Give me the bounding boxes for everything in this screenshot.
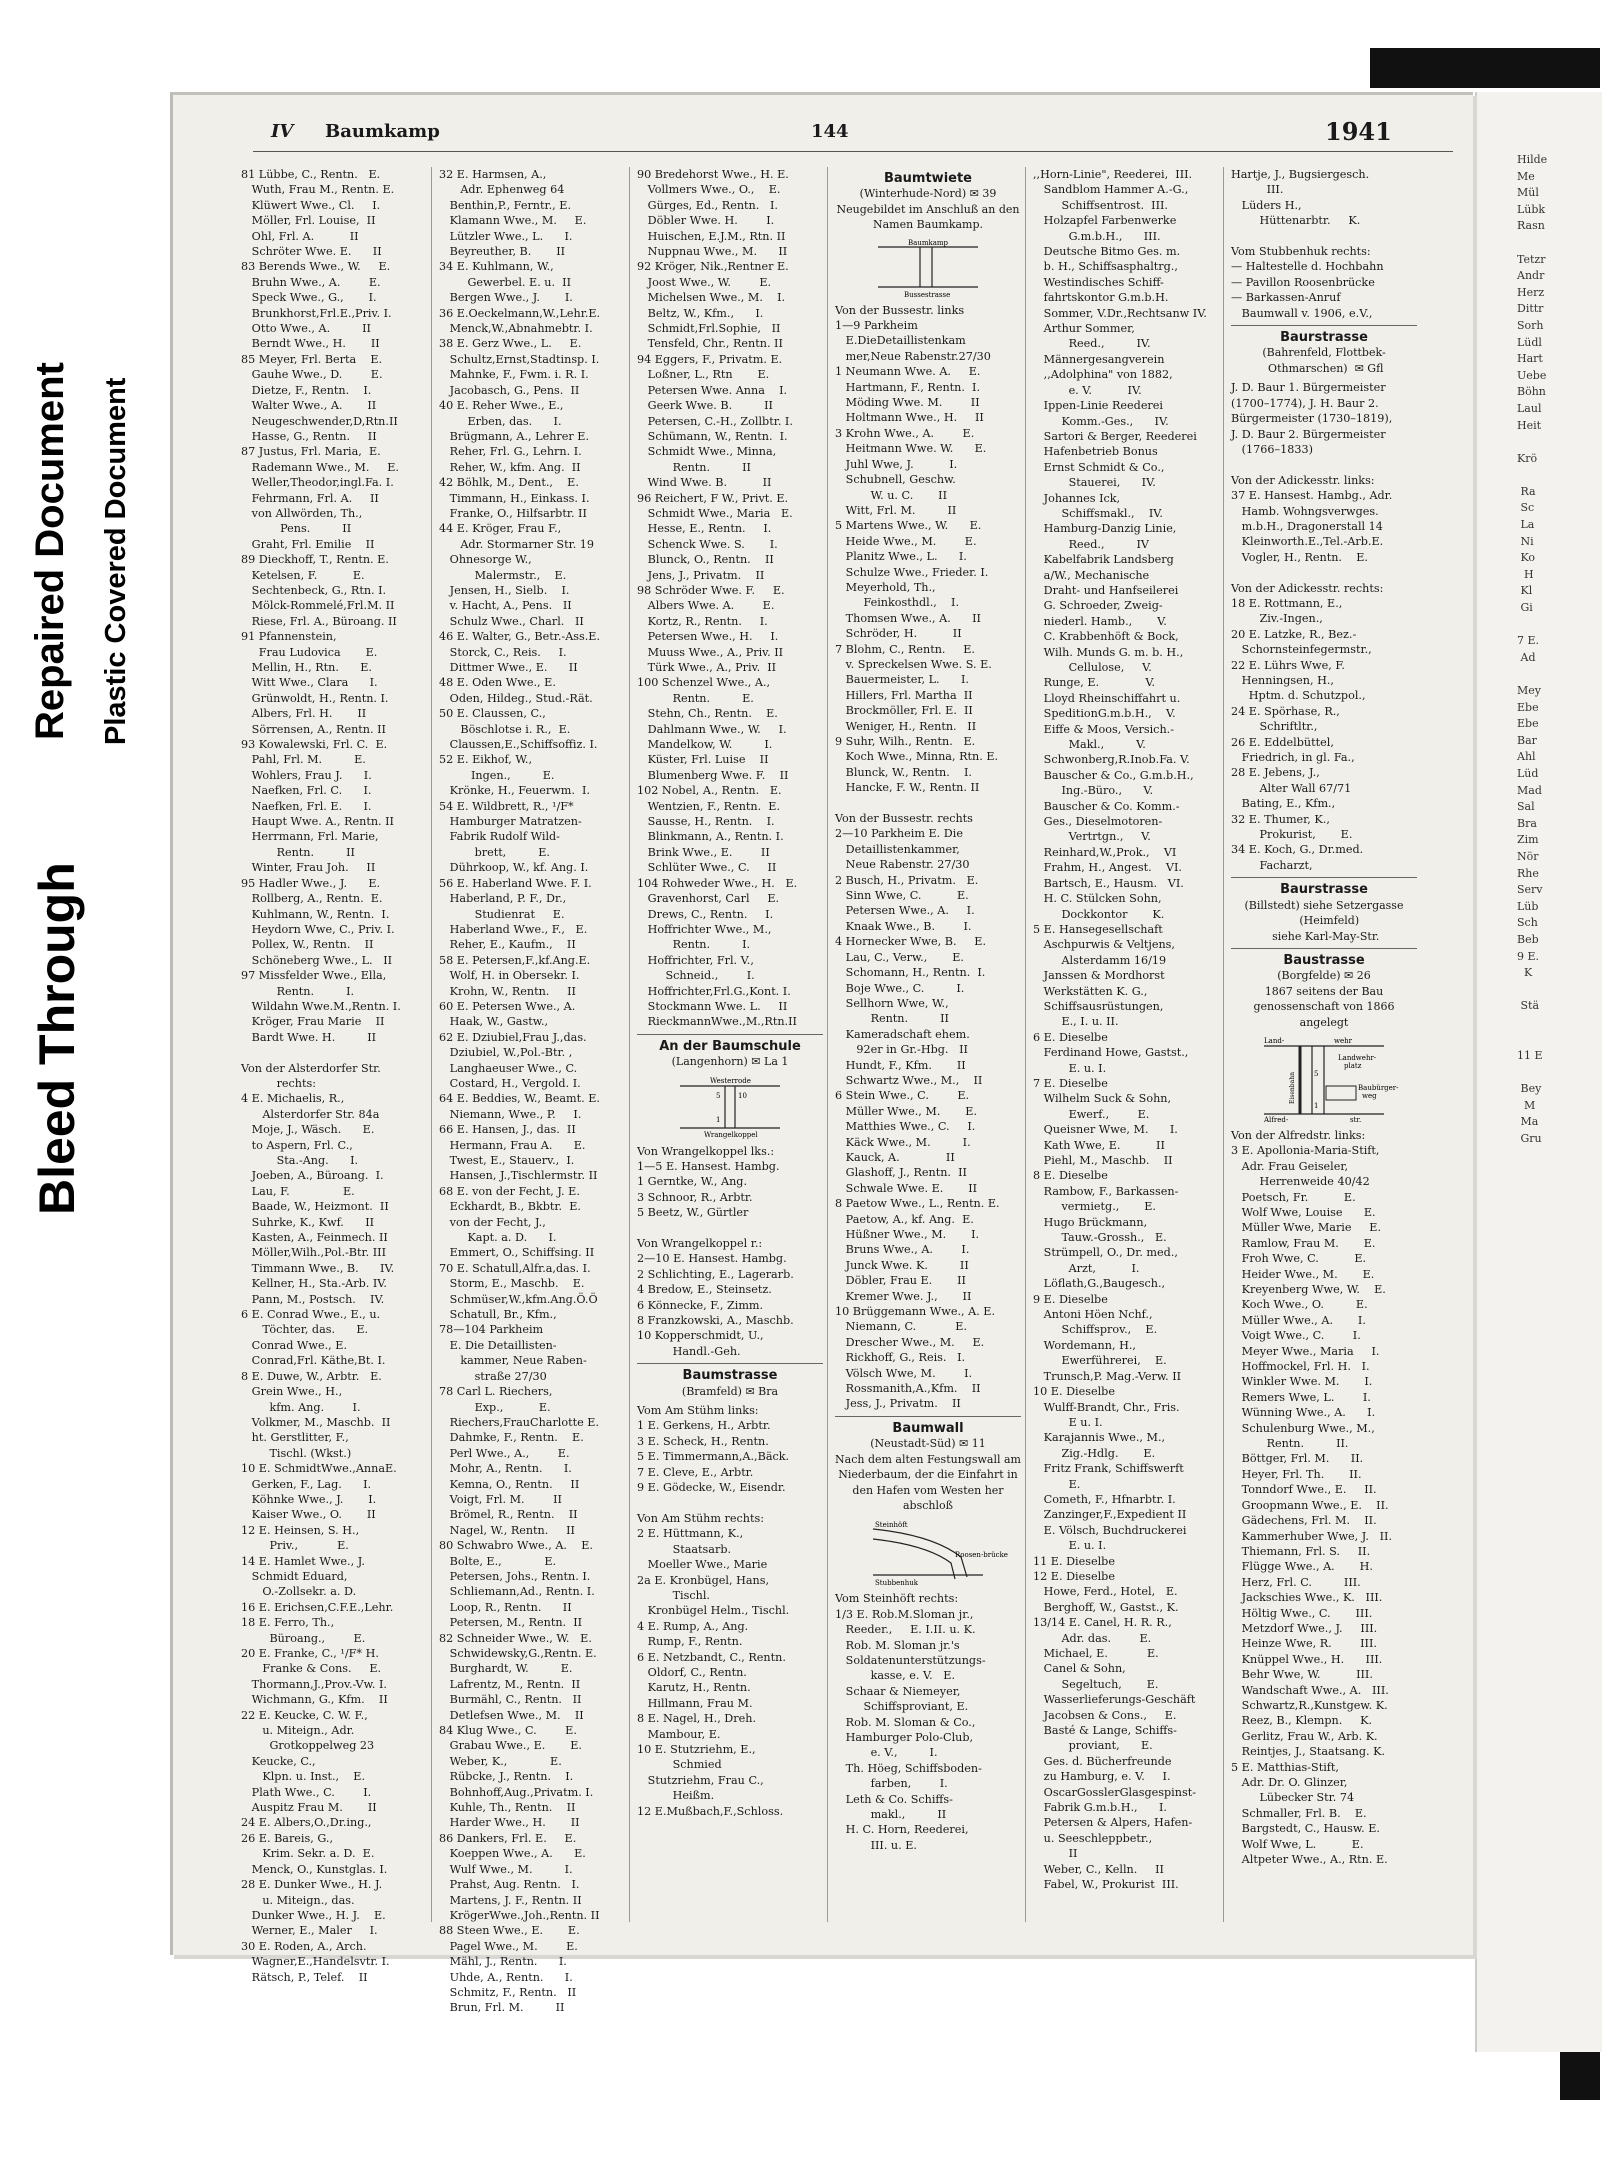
column-1-text: 81 Lübbe, C., Rentn. E. Wuth, Frau M., Rentn. E. Klüwert Wwe., Cl. I. Möller, Frl. Louise, II Ohl, Frl. A. II Schröter Wwe. E. II 83 Berends Wwe., W. E. Bruhn Wwe., A. E. Speck Wwe., G., I. Brunkhorst,Frl.E.,Priv. I. Otto Wwe., A. II Berndt Wwe., H. II 85 Meyer, Frl. Berta E. Gauhe Wwe., D. E. Dietze, F., Rentn. I. Walter Wwe., A. II Neugeschwender,D,Rtn.II Hasse, G., Rentn. II 87 Justus, Frl. Maria, E. Rademann Wwe., M. E. Weller,Theodor,ingl.Fa. I. Fehrmann, Frl. A. II von Allwörden, Th., Pens. II Graht, Frl. Emilie II 89 Dieckhoff, T., Rentn. E. Ketelsen, F. E. Sechtenbeck, G., Rtn. I. Mölck-Rommelé,Frl.M. II Riese, Frl. A., Büroang. II 91 Pfannenstein, Frau Ludovica E. Mellin, H., Rtn. E. Witt Wwe., Clara I. Grünwoldt, H., Rentn. I. Albers, Frl. H. II Sörrensen, A., Rentn. II 93 Kowalewski, Frl. C. E. Pahl, Frl. M. E. Wohlers, Frau J. I. Naefken, Frl. C. I. Naefken, Frl. E. I. Haupt Wwe. A., Rentn. II Herrmann, Frl. Marie, Rentn. II Winter, Frau Joh. II 95 Hadler Wwe., J. E. Rollberg, A., Rentn. E. Kuhlmann, W., Rentn. I. Heydorn Wwe, C., Priv. I. Pollex, W., Rentn. II Schöneberg Wwe., L. II 97 Missfelder Wwe., Ella, Rentn. I. Wildahn Wwe.M.,Rentn. I. Kröger, Frau Marie II Bardt Wwe. H. II Von der Alsterdorfer Str. rechts: 4 E. Michaelis, R., Alsterdorfer Str. 84a Moje, J., Wäsch. E. to Aspern, Frl. C., Sta.-Ang. I. Joeben, A., Büroang. I. Lau, F. E. Baade, W., Heizmont. II Suhrke, K., Kwf. II Kasten, A., Feinmech. II Möller,Wilh.,Pol.-Btr. III Timmann Wwe., B. IV. Kellner, H., Sta.-Arb. IV. Pann, M., Postsch. IV. 6 E. Conrad Wwe., E., u. Töchter, das. E. Conrad Wwe., E. Conrad,Frl. Käthe,Bt. I. 8 E. Duwe, W., Arbtr. E. Grein Wwe., H., kfm. Ang. I. Volkmer, M., Maschb. II ht. Gerstlitter, F., Tischl. (Wkst.) 10 E. SchmidtWwe.,AnnaE. Gerken, F., Lag. I. Köhnke Wwe., J. I. Kaiser Wwe., O. II 12 E. Heinsen, S. H., Priv., E. 14 E. Hamlet Wwe., J. Schmidt Eduard, O.-Zollsekr. a. D. 16 E. Erichsen,C.F.E.,Lehr. 18 E. Ferro, Th., Büroang., E. 20 E. Franke, C., ¹/F* H. Franke & Cons. E. Thormann,J.,Prov.-Vw. I. Wichmann, G., Kfm. II 22 E. Keucke, C. W. F., u. Miteign., Adr. Grotkoppelweg 23 Keucke, C., Klpn. u. Inst., E. Plath Wwe., C. I. Auspitz Frau M. II 24 E. Albers,O.,Dr.ing., 26 E. Bareis, G., Krim. Sekr. a. D. E. Menck, O., Kunstglas. I. 28 E. Dunker Wwe., H. J. u. Miteign., das. Dunker Wwe., H. J. E. Werner, E., Maler I. 30 E. Roden, A., Arch. Wagner,E.,Handelsvtr. I. Rätsch, P., Telef. II (241, 168, 401, 1984)
divider (1231, 877, 1417, 878)
divider (637, 1034, 823, 1035)
street-heading-baurstrasse-billstedt (1231, 882, 1417, 944)
column-2 (439, 167, 630, 2015)
baumwall-entries: Vom Steinhöft rechts: 1/3 E. Rob.M.Sloman jr., Reeder., E. I.II. u. K. Rob. M. Sloman jr.'s Soldatenunterstützungs- kasse, e. V. E. Schaar & Niemeyer, Schiffsproviant, E. Rob. M. Sloman & Co., Hamburger Polo-Club, e. V., I. Th. Höeg, Schiffsboden- farben, I. Leth & Co. Schiffs- makl., II H. C. Horn, Reederei, III. u. E. (835, 1592, 986, 1852)
street-title: Baumwall (892, 1420, 964, 1436)
map-label-5: 5 (716, 1091, 721, 1100)
street-heading-baumtwiete (835, 171, 1021, 299)
map-label-str: str. (1350, 1115, 1362, 1124)
volume-number: IV (271, 121, 294, 142)
street-heading-an-der-baumschule (637, 1039, 823, 1140)
map-label-wehr: wehr (1334, 1036, 1352, 1045)
column-6 (1231, 167, 1421, 1922)
header-street: Baumkamp (325, 121, 440, 142)
column-2-text: 32 E. Harmsen, A., Adr. Ephenweg 64 Benthin,P., Ferntr., E. Klamann Wwe., M. E. Lützler Wwe., L. I. Beyreuther, B. II 34 E. Kuhlmann, W., Gewerbel. E. u. II Bergen Wwe., J. I. 36 E.Oeckelmann,W.,Lehr.E. Menck,W.,Abnahmebtr. I. 38 E. Gerz Wwe., L. E. Schultz,Ernst,Stadtinsp. I. Mahnke, F., Fwm. i. R. I. Jacobasch, G., Pens. II 40 E. Reher Wwe., E., Erben, das. I. Brügmann, A., Lehrer E. Reher, Frl. G., Lehrn. I. Reher, W., kfm. Ang. II 42 Böhlk, M., Dent., E. Timmann, H., Einkass. I. Franke, O., Hilfsarbtr. II 44 E. Kröger, Frau F., Adr. Stormarner Str. 19 Ohnesorge W., Malermstr., E. Jensen, H., Sielb. I. v. Hacht, A., Pens. II Schulz Wwe., Charl. II 46 E. Walter, G., Betr.-Ass.E. Storck, C., Reis. I. Dittmer Wwe., E. II 48 E. Oden Wwe., E. Oden, Hildeg., Stud.-Rät. 50 E. Claussen, C., Böschlotse i. R., E. Claussen,E.,Schiffsoffiz. I. 52 E. Eikhof, W., Ingen., E. Krönke, H., Feuerwm. I. 54 E. Wildbrett, R., ¹/F* Hamburger Matratzen- Fabrik Rudolf Wild- brett, E. Dührkoop, W., kf. Ang. I. 56 E. Haberland Wwe. F. I. Haberland, P. F., Dr., Studienrat E. Haberland Wwe., F., E. Reher, E., Kaufm., II 58 E. Petersen,F.,kf.Ang.E. Wolf, H. in Obersekr. I. Krohn, W., Rentn. II 60 E. Petersen Wwe., A. Haak, W., Gastw., 62 E. Dziubiel,Frau J.,das. Dziubiel, W.,Pol.-Btr. , Langhaeuser Wwe., C. Costard, H., Vergold. I. 64 E. Beddies, W., Beamt. E. Niemann, Wwe., P. I. 66 E. Hansen, J., das. II Hermann, Frau A. E. Twest, E., Stauerv., I. Hansen, J.,Tischlermstr. II 68 E. von der Fecht, J. E. Eckhardt, B., Bkbtr. E. von der Fecht, J., Kapt. a. D. I. Emmert, O., Schiffsing. II 70 E. Schatull,Alfr.a,das. I. Storm, E., Maschb. E. Schmüser,W.,kfm.Ang.Ö.Ö Schatull, Br., Kfm., 78—104 Parkheim E. Die Detaillisten- kammer, Neue Raben- straße 27/30 78 Carl L. Riechers, Exp., E. Riechers,FrauCharlotte E. Dahmke, F., Rentn. E. Perl Wwe., A., E. Mohr, A., Rentn. I. Kemna, O., Rentn. II Voigt, Frl. M. II Brömel, R., Rentn. II Nagel, W., Rentn. II 80 Schwabro Wwe., A. E. Bolte, E., E. Petersen, Johs., Rentn. I. Schliemann,Ad., Rentn. I. Loop, R., Rentn. II Petersen, M., Rentn. II 82 Schneider Wwe., W. E. Schwidewsky,G.,Rentn. E. Burghardt, W. E. Lafrentz, M., Rentn. II Burmähl, C., Rentn. II Detlefsen Wwe., M. II 84 Klug Wwe., C. E. Grabau Wwe., E. E. Weber, K., E. Rübcke, J., Rentn. I. Bohnhoff,Aug.,Privatm. I. Kuhle, Th., Rentn. II Harder Wwe., H. II 86 Dankers, Frl. E. E. Koeppen Wwe., A. E. Wulf Wwe., M. I. Prahst, Aug. Rentn. I. Martens, J. F., Rentn. II KrögerWwe.,Joh.,Rentn. II 88 Steen Wwe., E. E. Pagel Wwe., M. E. Mähl, J., Rentn. I. Uhde, A., Rentn. I. Schmitz, F., Rentn. II Brun, Frl. M. II (439, 168, 601, 2015)
year: 1941 (1325, 117, 1392, 146)
side-labels (0, 0, 170, 2177)
column-5 (1033, 167, 1224, 1922)
baumtwiete-map (868, 237, 988, 299)
plastic-covered-label: Plastic Covered Document (100, 377, 132, 745)
map-label-5: 5 (1314, 1069, 1319, 1078)
street-info: (Billstedt) siehe Setzergasse (Heimfeld) siehe Karl-May-Str. (1244, 898, 1404, 943)
next-page-text: Hilde Me Mül Lübk Rasn Tetzr Andr Herz Dittr Sorh Lüdl Hart Uebe Böhn Laul Heit Krö Ra Sc La Ni Ko H Kl Gi 7 E. Ad Mey Ebe Ebe Bar Ahl Lüd Mad Sal Bra Zim Nör Rhe Serv Lüb Sch Beb 9 E. K Stä 11 E Bey M Ma Gru (1517, 153, 1548, 1146)
street-title: Baurstrasse (1280, 330, 1368, 346)
street-heading-baurstrasse (1231, 330, 1417, 376)
map-label-alfred: Alfred- (1264, 1115, 1289, 1124)
street-info: (Bramfeld) ✉ Bra (681, 1384, 779, 1398)
bleed-through-label: Bleed Through (29, 862, 85, 1215)
an-der-baumschule-entries: Von Wrangelkoppel lks.: 1—5 E. Hansest. Hambg. 1 Gerntke, W., Ang. 3 Schnoor, R., Arbtr. 5 Beetz, W., Gürtler Von Wrangelkoppel r.: 2—10 E. Hansest. Hambg. 2 Schlichting, E., Lagerarb. 4 Bredow, E., Steinsetz. 6 Könnecke, F., Zimm. 8 Franzkowski, A., Maschb. 10 Kopperschmidt, U., Handl.-Geh. (637, 1144, 794, 1358)
street-info: (Langenhorn) ✉ La 1 (671, 1055, 789, 1069)
divider (1231, 948, 1417, 949)
column-3 (637, 167, 828, 1922)
baurstrasse-entries: J. D. Baur 1. Bürgermeister (1700–1774), J. H. Baur 2. Bürgermeister (1730–1819), J. D. Baur 2. Bürgermeister (1766–1833) Von der Adickesstr. links: 37 E. Hansest. Hambg., Adr. Hamb. Wohngsverwges. m.b.H., Dragonerstall 14 Kleinworth.E.,Tel.-Arb.E. Vogler, H., Rentn. E. Von der Adickesstr. rechts: 18 E. Rottmann, E., Ziv.-Ingen., 20 E. Latzke, R., Bez.- Schornsteinfegermstr., 22 E. Lührs Wwe, F. Henningsen, H., Hptm. d. Schutzpol., 24 E. Spörhase, R., Schriftltr., 26 E. Eddelbüttel, Friedrich, in gl. Fa., 28 E. Jebens, J., Alter Wall 67/71 Bating, E., Kfm., 32 E. Thumer, K., Prokurist, E. 34 E. Koch, G., Dr.med. Facharzt, (1231, 381, 1393, 872)
divider (1231, 325, 1417, 326)
repaired-document-label: Repaired Document (28, 362, 72, 740)
column-6-top-text: Hartje, J., Bugsiergesch. III. Lüders H., Hüttenarbtr. K. Vom Stubbenhuk rechts: — Haltestelle d. Hochbahn — Pavillon Roosenbrücke — Barkassen-Anruf Baumwall v. 1906, e.V., (1231, 168, 1384, 320)
header-rule (253, 151, 1453, 152)
map-label-platz: platz (1344, 1061, 1362, 1070)
black-tab-top (1370, 48, 1600, 88)
baumtwiete-entries: Von der Bussestr. links 1—9 Parkheim E.DieDetaillistenkam mer,Neue Rabenstr.27/30 1 Neumann Wwe. A. E. Hartmann, F., Rentn. I. Möding Wwe. M. II Holtmann Wwe., H. II 3 Krohn Wwe., A. E. Heitmann Wwe. W. E. Juhl Wwe, J. I. Schubnell, Geschw. W. u. C. II Witt, Frl. M. II 5 Martens Wwe., W. E. Heide Wwe., M. E. Planitz Wwe., L. I. Schulze Wwe., Frieder. I. Meyerhold, Th., Feinkosthdl., I. Thomsen Wwe., A. II Schröder, H. II 7 Blohm, C., Rentn. E. v. Spreckelsen Wwe. S. E. Bauermeister, L. I. Hillers, Frl. Martha II Brockmöller, Frl. E. II Weniger, H., Rentn. II 9 Suhr, Wilh., Rentn. E. Koch Wwe., Minna, Rtn. E. Blunck, W., Rentn. I. Hancke, F. W., Rentn. II Von der Bussestr. rechts 2—10 Parkheim E. Die Detaillistenkammer, Neue Rabenstr. 27/30 2 Busch, H., Privatm. E. Sinn Wwe, C. E. Petersen Wwe., A. I. Knaak Wwe., B. I. 4 Hornecker Wwe, B. E. Lau, C., Verw., E. Schomann, H., Rentn. I. Boje Wwe., C. I. Sellhorn Wwe, W., Rentn. II Kameradschaft ehem. 92er in Gr.-Hbg. II Hundt, F., Kfm. II Schwartz Wwe., M., II 6 Stein Wwe., C. E. Müller Wwe., M. E. Matthies Wwe., C. I. Käck Wwe., M. I. Kauck, A. II Glashoff, J., Rentn. II Schwale Wwe. E. II 8 Paetow Wwe., L., Rentn. E. Paetow, A., kf. Ang. E. Hüßner Wwe., M. I. Bruns Wwe., A. I. Junck Wwe. K. II Döbler, Frau E. II Kremer Wwe. J., II 10 Brüggemann Wwe., A. E. Niemann, C. E. Drescher Wwe., M. E. Rickhoff, G., Reis. I. Völsch Wwe, M. I. Rossmanith,A.,Kfm. II Jess, J., Privatm. II (835, 303, 1000, 1411)
street-title: Baurstrasse (1280, 882, 1368, 898)
map-label-bussestrasse: Bussestrasse (904, 290, 951, 299)
next-page-strip (1475, 92, 1602, 2052)
map-label-wrangelkoppel: Wrangelkoppel (704, 1130, 758, 1139)
baustrasse-map (1254, 1034, 1399, 1124)
baumwall-map (863, 1517, 1008, 1588)
page-header (173, 95, 1473, 146)
street-title: Baustrasse (1283, 952, 1365, 968)
street-info: (Winterhude-Nord) ✉ 39 (859, 187, 997, 201)
map-label-eisenbahn: Eisenbahn (1289, 1071, 1296, 1104)
street-title: Baumtwiete (883, 171, 972, 186)
map-label-1: 1 (1314, 1101, 1319, 1110)
directory-page (170, 92, 1473, 2015)
map-label-10: 10 (738, 1091, 747, 1100)
divider (637, 1363, 823, 1364)
street-info: (Neustadt-Süd) ✉ 11 (870, 1437, 986, 1451)
street-info: (Bahrenfeld, Flottbek- Othmarschen) ✉ Gfl (1262, 346, 1386, 375)
map-label-steinhoeft: Steinhöft (875, 1521, 908, 1530)
map-label-roosenbruecke: Roosen-brücke (955, 1551, 1008, 1560)
map-label-1: 1 (716, 1115, 721, 1124)
divider (835, 1416, 1021, 1417)
map-label-landwehr: Landwehr- (1338, 1053, 1377, 1062)
street-note: Neugebildet im Anschluß an den Namen Baumkamp. (836, 202, 1020, 232)
baustrasse-entries: Von der Alfredstr. links: 3 E. Apollonia-Maria-Stift, Adr. Frau Geiseler, Herrenweide 40/42 Poetsch, Fr. E. Wolf Wwe, Louise E. Müller Wwe, Marie E. Ramlow, Frau M. E. Froh Wwe, C. E. Heider Wwe., M. E. Kreyenberg Wwe, W. E. Koch Wwe., O. E. Müller Wwe., A. I. Voigt Wwe., C. I. Meyer Wwe., Maria I. Hoffmockel, Frl. H. I. Winkler Wwe. M. I. Remers Wwe, L. I. Wünning Wwe., A. I. Schulenburg Wwe., M., Rentn. II. Böttger, Frl. M. II. Heyer, Frl. Th. II. Tonndorf Wwe., E. II. Groopmann Wwe., E. II. Gädechens, Frl. M. II. Kammerhuber Wwe, J. II. Thiemann, Frl. S. II. Flügge Wwe., A. H. Herz, Frl. C. III. Jackschies Wwe., K. III. Höltig Wwe., C. III. Metzdorf Wwe., J. III. Heinze Wwe, R. III. Knüppel Wwe., H. III. Behr Wwe, W. III. Wandschaft Wwe., A. III. Schwartz,R.,Kunstgew. K. Reez, B., Klempn. K. Gerlitz, Frau W., Arb. K. Reintjes, J., Staatsang. K. 5 E. Matthias-Stift, Adr. Dr. O. Glinzer, Lübecker Str. 74 Schmaller, Frl. B. E. Bargstedt, C., Hausw. E. Wolf Wwe, L. E. Altpeter Wwe., A., Rtn. E. (1231, 1128, 1393, 1867)
street-heading-baumstrasse (637, 1368, 823, 1399)
street-heading-baumwall (835, 1421, 1021, 1587)
column-3-text: 90 Bredehorst Wwe., H. E. Vollmers Wwe., O., E. Gürges, Ed., Rentn. I. Döbler Wwe. H. I. Huischen, E.J.M., Rtn. II Nuppnau Wwe., M. II 92 Kröger, Nik.,Rentner E. Joost Wwe., W. E. Michelsen Wwe., M. I. Beltz, W., Kfm., I. Schmidt,Frl.Sophie, II Tensfeld, Chr., Rentn. II 94 Eggers, F., Privatm. E. Loßner, L., Rtn E. Petersen Wwe. Anna I. Geerk Wwe. B. II Petersen, C.-H., Zollbtr. I. Schümann, W., Rentn. I. Schmidt Wwe., Minna, Rentn. II Wind Wwe. B. II 96 Reichert, F W., Privt. E. Schmidt Wwe., Maria E. Hesse, E., Rentn. I. Schenck Wwe. S. I. Blunck, O., Rentn. II Jens, J., Privatm. II 98 Schröder Wwe. F. E. Albers Wwe. A. E. Kortz, R., Rentn. I. Petersen Wwe., H. I. Muuss Wwe., A., Priv. II Türk Wwe., A., Priv. II 100 Schenzel Wwe., A., Rentn. E. Stehn, Ch., Rentn. E. Dahlmann Wwe., W. I. Mandelkow, W. I. Küster, Frl. Luise II Blumenberg Wwe. F. II 102 Nobel, A., Rentn. E. Wentzien, F., Rentn. E. Sausse, H., Rentn. I. Blinkmann, A., Rentn. I. Brink Wwe., E. II Schlüter Wwe., C. II 104 Rohweder Wwe., H. E. Gravenhorst, Carl E. Drews, C., Rentn. I. Hoffrichter Wwe., M., Rentn. I. Hoffrichter, Frl. V., Schneid., I. Hoffrichter,Frl.G.,Kont. I. Stockmann Wwe. L. II RieckmannWwe.,M.,Rtn.II (637, 168, 798, 1029)
map-label-baubuerger: Baubürger- (1358, 1083, 1399, 1092)
baumschule-map (670, 1074, 790, 1140)
map-label-stubbenhuk: Stubbenhuk (875, 1579, 918, 1588)
street-title: Baumstrasse (682, 1368, 778, 1384)
column-4 (835, 167, 1026, 1922)
page-number: 144 (811, 121, 849, 142)
column-1 (241, 167, 432, 1984)
street-title: An der Baumschule (659, 1038, 801, 1054)
map-label-baumkamp: Baumkamp (908, 238, 948, 247)
street-note: Nach dem alten Festungswall am Niederbaum, der die Einfahrt in den Hafen vom Westen her abschloß (835, 1452, 1021, 1512)
street-info: (Borgfelde) ✉ 26 (1277, 969, 1371, 983)
street-heading-baustrasse (1231, 953, 1417, 1124)
map-label-westerrode: Westerrode (710, 1076, 751, 1085)
map-label-weg: weg (1362, 1091, 1377, 1100)
street-note: 1867 seitens der Bau genossenschaft von 1866 angelegt (1253, 984, 1395, 1029)
column-5-text: ,,Horn-Linie", Reederei, III. Sandblom Hammer A.-G., Schiffsentrost. III. Holzapfel Farbenwerke G.m.b.H., III. Deutsche Bitmo Ges. m. b. H., Schiffsasphaltrg., Westindisches Schiff- fahrtskontor G.m.b.H. Sommer, V.Dr.,Rechtsanw IV. Arthur Sommer, Reed., IV. Männergesangverein ,,Adolphina" von 1882, e. V. IV. Ippen-Linie Reederei Komm.-Ges., IV. Sartori & Berger, Reederei Hafenbetrieb Bonus Ernst Schmidt & Co., Stauerei, IV. Johannes Ick, Schiffsmakl., IV. Hamburg-Danzig Linie, Reed., IV Kabelfabrik Landsberg a/W., Mechanische Draht- und Hanfseilerei G. Schroeder, Zweig- niederl. Hamb., V. C. Krabbenhöft & Bock, Wilh. Munds G. m. b. H., Cellulose, V. Runge, E. V. Lloyd Rheinschiffahrt u. SpeditionG.m.b.H., V. Eiffe & Moos, Versich.- Makl., V. Schwonberg,R.Inob.Fa. V. Bauscher & Co., G.m.b.H., Ing.-Büro., V. Bauscher & Co. Komm.- Ges., Dieselmotoren- Vertrtgn., V. Reinhard,W.,Prok., VI Frahm, H., Angest. VI. Bartsch, E., Hausm. VI. H. C. Stülcken Sohn, Dockkontor K. 5 E. Hansegesellschaft Aschpurwis & Veltjens, Alsterdamm 16/19 Janssen & Mordhorst Werkstätten K. G., Schiffsausrüstungen, E., I. u. II. 6 E. Dieselbe Ferdinand Howe, Gastst., E. u. I. 7 E. Dieselbe Wilhelm Suck & Sohn, Ewerf., E. Queisner Wwe, M. I. Kath Wwe, E. II Piehl, M., Maschb. II 8 E. Dieselbe Rambow, F., Barkassen- vermietg., E. Hugo Brückmann, Tauw.-Grossh., E. Strümpell, O., Dr. med., Arzt, I. Löflath,G.,Baugesch., 9 E. Dieselbe Antoni Höen Nchf., Schiffsprov., E. Wordemann, H., Ewerführerei, E. Trunsch,P. Mag.-Verw. II 10 E. Dieselbe Wulff-Brandt, Chr., Fris. E u. I. Karajannis Wwe., M., Zig.-Hdlg. E. Fritz Frank, Schiffswerft E. Cometh, F., Hfnarbtr. I. Zanzinger,F.,Expedient II E. Völsch, Buchdruckerei E. u. I. 11 E. Dieselbe 12 E. Dieselbe Howe, Ferd., Hotel, E. Berghoff, W., Gastst., K. 13/14 E. Canel, H. R. R., Adr. das. E. Michael, E. E. Canel & Sohn, Segeltuch, E. Wasserlieferungs-Geschäft Jacobsen & Cons., E. Basté & Lange, Schiffs- proviant, E. Ges. d. Bücherfreunde zu Hamburg, e. V. I. OscarGosslerGlasgespinst- Fabrik G.m.b.H., I. Petersen & Alpers, Hafen- u. Seeschleppbetr., II Weber, C., Kelln. II Fabel, W., Prokurist III. (1033, 168, 1207, 1892)
baumstrasse-entries: Vom Am Stühm links: 1 E. Gerkens, H., Arbtr. 3 E. Scheck, H., Rentn. 5 E. Timmermann,A.,Bäck. 7 E. Cleve, E., Arbtr. 9 E. Gödecke, W., Eisendr. Von Am Stühm rechts: 2 E. Hüttmann, K., Staatsarb. Moeller Wwe., Marie 2a E. Kronbügel, Hans, Tischl. Kronbügel Helm., Tischl. 4 E. Rump, A., Ang. Rump, F., Rentn. 6 E. Netzbandt, C., Rentn. Oldorf, C., Rentn. Karutz, H., Rentn. Hillmann, Frau M. 8 E. Nagel, H., Dreh. Mambour, E. 10 E. Stutzriehm, E., Schmied Stutzriehm, Frau C., Heißm. 12 E.Mußbach,F.,Schloss. (637, 1404, 790, 1818)
map-label-land: Land- (1264, 1036, 1285, 1045)
